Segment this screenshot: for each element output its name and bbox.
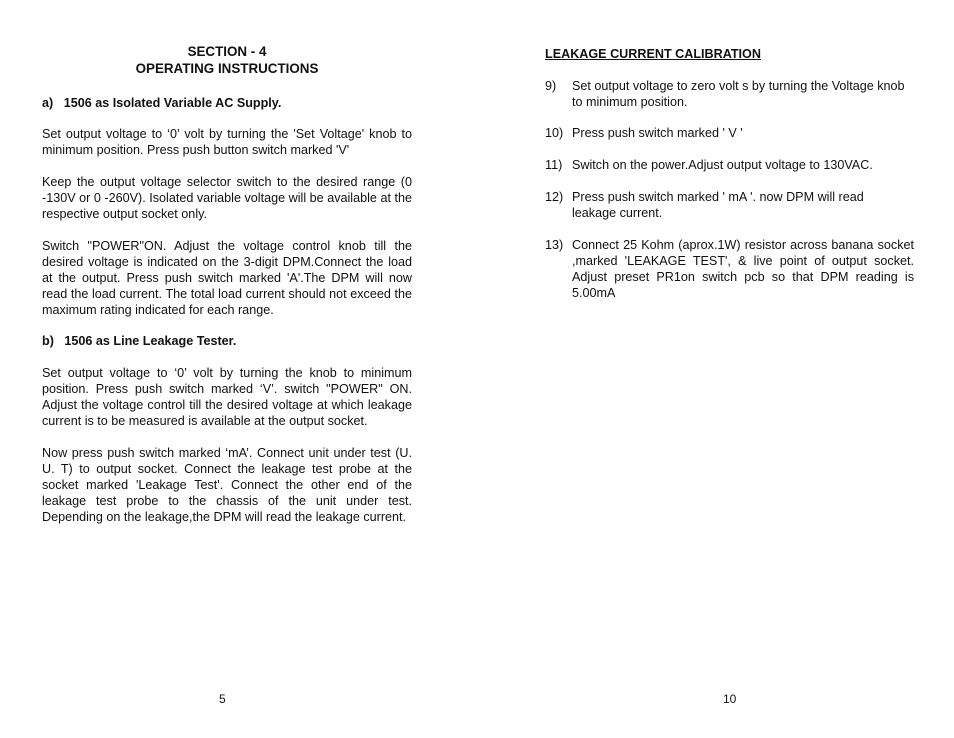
calibration-heading: LEAKAGE CURRENT CALIBRATION bbox=[545, 47, 761, 61]
page-number-right: 10 bbox=[723, 692, 737, 706]
step-number: 13) bbox=[545, 238, 564, 252]
heading-isolated-supply: a) 1506 as Isolated Variable AC Supply. bbox=[42, 96, 282, 110]
step-number: 10) bbox=[545, 126, 564, 140]
paragraph-set-output-zero: Set output voltage to ‘0’ volt by turning the knob to minimum position. Press push switch marked ‘V’. switch "POWER" ON. Adjust the voltage control till the desired voltage at which leakage current is to be measured is available at the output socket. bbox=[42, 366, 412, 428]
step-text: Press push switch marked ' V ' bbox=[572, 126, 743, 140]
paragraph-selector-switch: Keep the output voltage selector switch to the desired range (0 -130V or 0 -260V). Isolated variable voltage will be available at the respective output socket only. bbox=[42, 175, 412, 221]
step-text: Set output voltage to zero volt s by turning the Voltage knob to minimum position. bbox=[572, 79, 905, 109]
step-text: Press push switch marked ' mA '. now DPM will read leakage current. bbox=[572, 190, 864, 220]
step-number: 12) bbox=[545, 190, 564, 204]
paragraph-connect-uut: Now press push switch marked ‘mA’. Connect unit under test (U. U. T) to output socket. Connect the leakage test probe at the socket marked 'Leakage Test'. Connect the other end of the leakage test probe to the chassis of the unit under test. Depending on the leakage,the DPM will read the leakage current. bbox=[42, 446, 412, 524]
page-number-left: 5 bbox=[219, 692, 226, 706]
section-subtitle: OPERATING INSTRUCTIONS bbox=[135, 61, 319, 76]
section-title: SECTION - 4 bbox=[187, 44, 267, 59]
paragraph-set-voltage: Set output voltage to ‘0’ volt by turning the 'Set Voltage' knob to minimum position. Press push button switch marked 'V' bbox=[42, 127, 412, 157]
paragraph-power-on: Switch "POWER"ON. Adjust the voltage control knob till the desired voltage is indicated on the 3-digit DPM.Connect the load at the output. Press push switch marked 'A'.The DPM will now read the load current. The total load current should not exceed the maximum rating indicated for each range. bbox=[42, 239, 412, 317]
heading-leakage-tester: b) 1506 as Line Leakage Tester. bbox=[42, 334, 237, 348]
step-number: 11) bbox=[545, 158, 563, 172]
step-text: Connect 25 Kohm (aprox.1W) resistor across banana socket ,marked 'LEAKAGE TEST', & live point of output socket. Adjust preset PR1on switch pcb so that DPM reading is 5.00mA bbox=[572, 238, 914, 300]
step-number: 9) bbox=[545, 79, 557, 93]
step-text: Switch on the power.Adjust output voltage to 130VAC. bbox=[572, 158, 873, 172]
